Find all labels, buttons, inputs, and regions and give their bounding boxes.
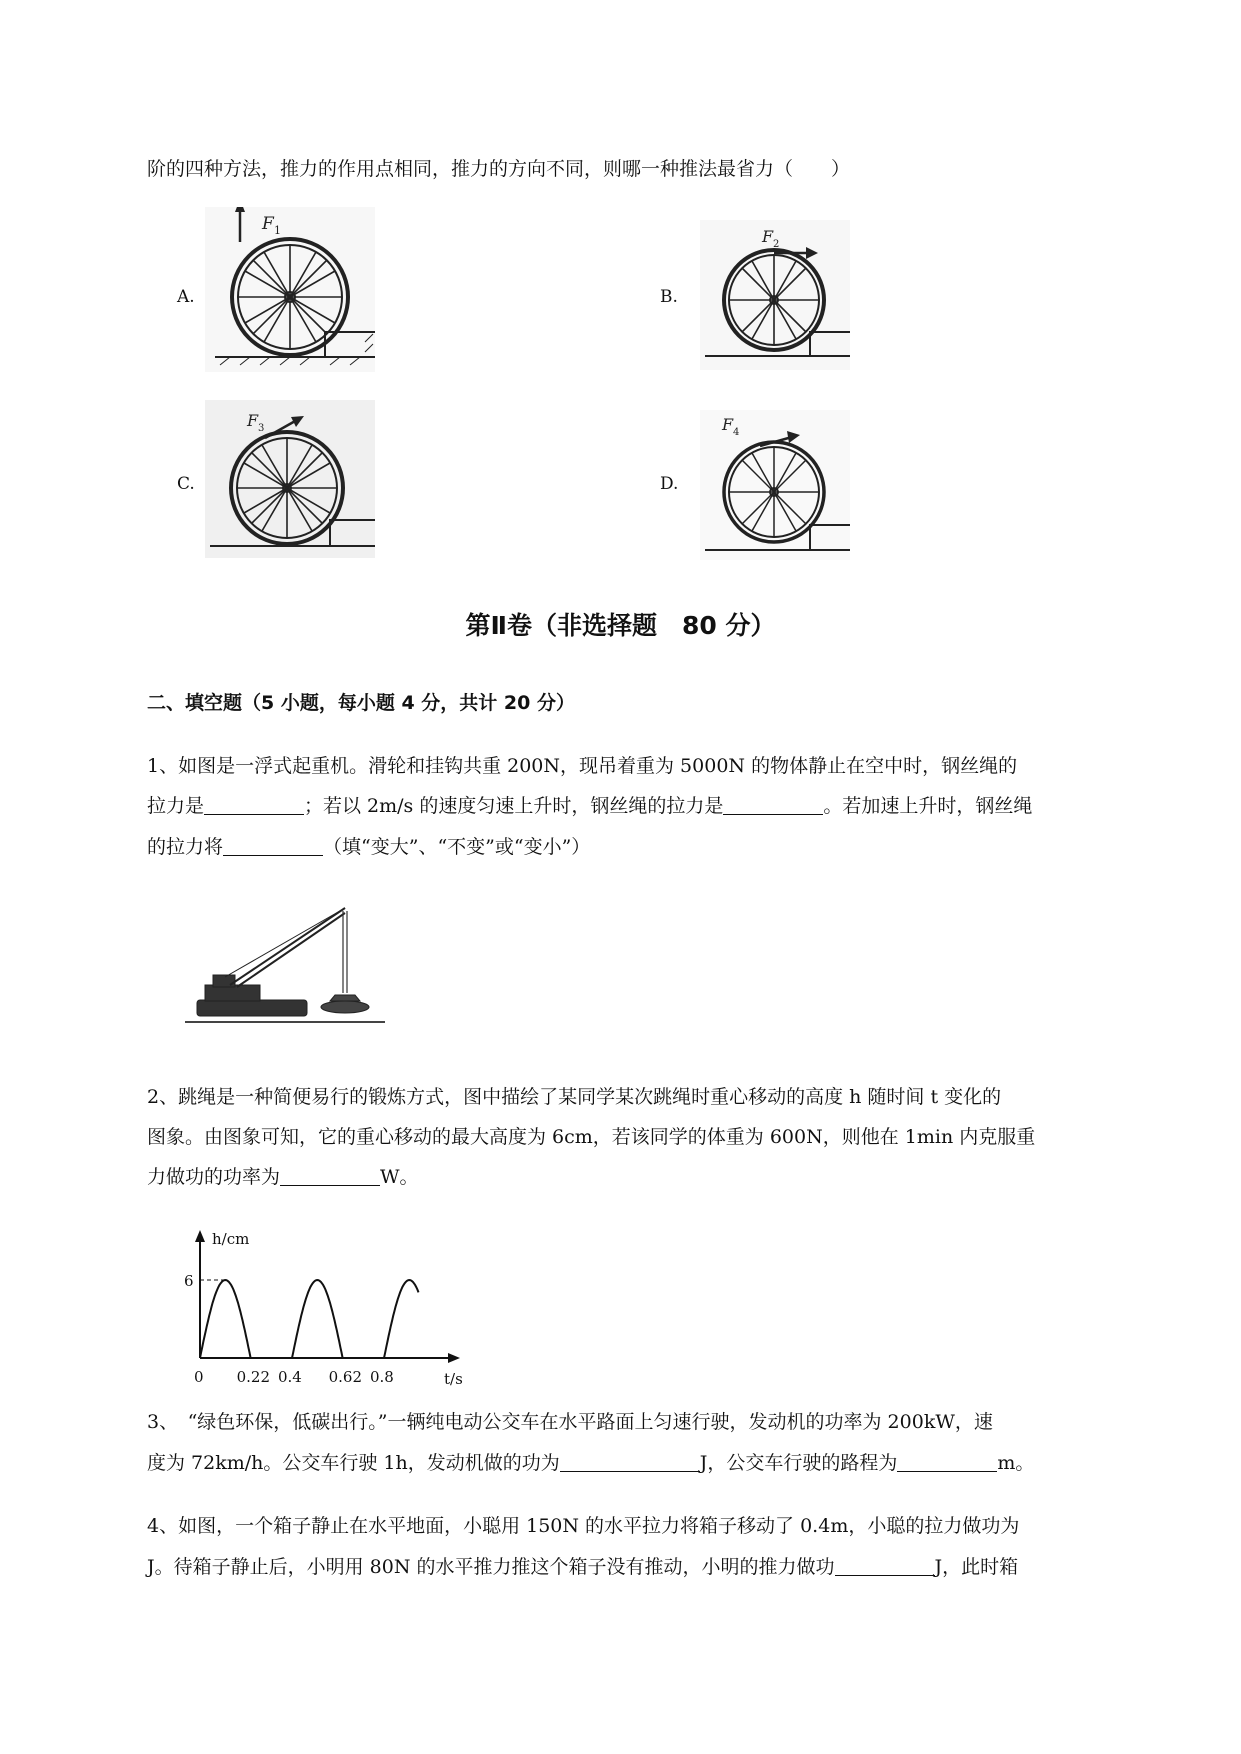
q2-line3 (147, 1163, 419, 1191)
option-c-figure (205, 400, 375, 558)
q3-blank-2[interactable] (897, 1451, 997, 1472)
q2-text-a: 力做功的功率为 (147, 1166, 281, 1188)
jump-height-chart (180, 1228, 480, 1388)
q1-blank-2[interactable] (723, 794, 823, 815)
wheel-a (232, 239, 348, 355)
force-sub-c: 3 (258, 423, 265, 434)
x-tick-label: 0.62 (328, 1368, 363, 1386)
x-tick-label: 0.4 (278, 1368, 302, 1386)
q1-text-c: 。若加速上升时，钢丝绳 (823, 795, 1033, 817)
q2-text-b: W。 (380, 1166, 419, 1188)
q1-line3 (147, 833, 590, 861)
force-label-b: F (762, 227, 774, 246)
q3-text-a: 度为 72km/h。公交车行驶 1h，发动机做的功为 (147, 1452, 560, 1474)
q1-text-b: ；若以 2m/s 的速度匀速上升时，钢丝绳的拉力是 (304, 795, 724, 817)
q1-line2 (147, 792, 1032, 820)
y-axis-label: h/cm (212, 1230, 250, 1248)
crane-boom (225, 908, 345, 987)
height-curve-1 (200, 1280, 251, 1358)
cable (343, 911, 347, 993)
force-label-c: F (247, 411, 259, 430)
question-intro: 阶的四种方法，推力的作用点相同，推力的方向不同，则哪一种推法最省力（ ） (147, 158, 851, 180)
force-sub-b: 2 (773, 239, 780, 250)
option-a-figure (205, 207, 375, 372)
x-axis-label: t/s (444, 1370, 463, 1388)
height-curve-3 (384, 1280, 419, 1358)
q4-line2 (147, 1553, 1018, 1581)
q3-line1: 3、 “绿色环保，低碳出行。”一辆纯电动公交车在水平路面上匀速行驶，发动机的功率为 200kW，速 (147, 1411, 993, 1433)
q3-line2 (147, 1449, 1034, 1477)
option-c-label: C. (177, 474, 195, 494)
q2-blank-1[interactable] (280, 1165, 380, 1186)
q4-text-a: J。待箱子静止后，小明用 80N 的水平推力推这个箱子没有推动，小明的推力做功 (147, 1556, 835, 1578)
q1-text-e: （填“变大”、“不变”或“变小”） (323, 836, 591, 858)
q1-blank-3[interactable] (223, 835, 323, 856)
option-b-figure (700, 220, 850, 370)
x-tick-label: 0.8 (370, 1368, 394, 1386)
y-axis-arrow (195, 1230, 205, 1242)
barge (197, 975, 307, 1016)
q3-text-b: J，公交车行驶的路程为 (699, 1452, 898, 1474)
q1-text-d: 的拉力将 (147, 836, 224, 858)
crane-figure (185, 905, 385, 1030)
height-curve-2 (292, 1280, 343, 1358)
q3-text-c: m。 (997, 1452, 1035, 1474)
q1-line1: 1、如图是一浮式起重机。滑轮和挂钩共重 200N，现吊着重为 5000N 的物体静止在空中时，钢丝绳的 (147, 755, 1018, 777)
q4-line1: 4、如图，一个箱子静止在水平地面，小聪用 150N 的水平拉力将箱子移动了 0.4m，小聪的拉力做功为 (147, 1515, 1020, 1537)
section-title: 二、填空题（5 小题，每小题 4 分，共计 20 分） (147, 692, 575, 714)
q1-blank-1[interactable] (204, 794, 304, 815)
q2-line2: 图象。由图象可知，它的重心移动的最大高度为 6cm，若该同学的体重为 600N，则他在 1min 内克服重 (147, 1126, 1036, 1148)
q2-line1: 2、跳绳是一种简便易行的锻炼方式，图中描绘了某同学某次跳绳时重心移动的高度 h 随时间 t 变化的 (147, 1086, 1002, 1108)
part-title: 第Ⅱ卷（非选择题 80 分） (465, 611, 776, 640)
option-d-label: D. (660, 474, 679, 494)
option-a-label: A. (177, 287, 195, 307)
force-label-d: F (722, 415, 734, 434)
wheel-c (231, 432, 343, 544)
q1-text-a: 拉力是 (147, 795, 205, 817)
x-tick-label: 0.22 (236, 1368, 271, 1386)
q4-blank-1[interactable] (835, 1555, 935, 1576)
option-b-label: B. (660, 287, 678, 307)
y-tick-label: 6 (184, 1272, 194, 1290)
load (321, 995, 369, 1013)
q3-blank-1[interactable] (560, 1451, 700, 1472)
force-sub-a: 1 (274, 224, 281, 237)
x-axis-arrow (448, 1353, 460, 1363)
force-label-a: F (262, 214, 274, 234)
x-tick-label: 0 (194, 1368, 204, 1386)
force-sub-d: 4 (733, 427, 740, 438)
q4-text-b: J，此时箱 (934, 1556, 1019, 1578)
option-d-figure (700, 410, 850, 560)
